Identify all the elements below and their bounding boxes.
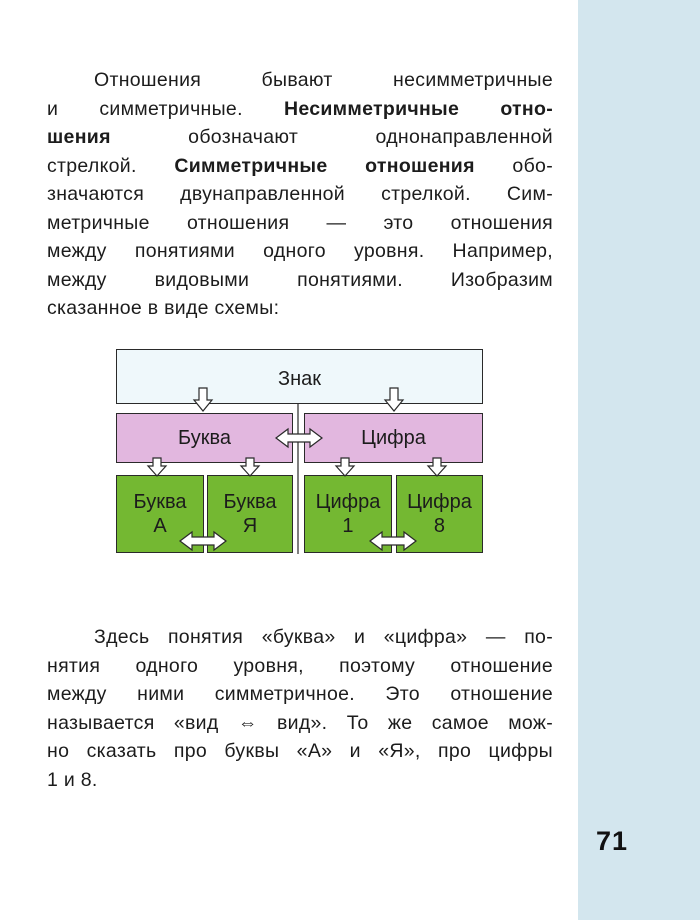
bold-term: шения xyxy=(47,126,111,148)
text-run: стрелкой. xyxy=(47,154,175,177)
down-arrow-digit-to-1 xyxy=(336,458,354,476)
node-letter-a-line2: А xyxy=(153,515,167,537)
down-arrow-letter-to-a xyxy=(148,458,166,476)
explanation-line: Здесь понятия «буква» и «цифра» — по- xyxy=(94,626,553,648)
node-letter-ya-line1: Буква xyxy=(223,491,277,513)
down-arrow-digit-to-8 xyxy=(428,458,446,476)
explanation-line: называется «вид ⇔ вид». То же самое мож- xyxy=(47,711,553,734)
explanation-line: нятия одного уровня, поэтому отношение xyxy=(47,654,553,677)
text-run: между видовыми понятиями. Изобразим xyxy=(47,268,553,291)
explanation-paragraph xyxy=(47,623,553,794)
page-number: 71 xyxy=(596,826,629,856)
text-run: метричные отношения — это отношения xyxy=(47,211,553,234)
explanation-line: но сказать про буквы «А» и «Я», про цифры xyxy=(47,740,553,762)
text-run: обо- xyxy=(474,154,553,177)
down-arrow-letter-to-ya xyxy=(241,458,259,476)
down-arrow-sign-to-letter xyxy=(194,388,212,411)
text-run: сказанное в виде схемы: xyxy=(47,297,280,319)
node-letter-a-line1: Буква xyxy=(133,491,187,513)
node-digit-8-line1: Цифра xyxy=(407,491,472,513)
node-letter-label: Буква xyxy=(178,427,231,449)
bold-term: Несимметричные отно- xyxy=(283,97,553,120)
text-run: Отношения бывают несимметричные xyxy=(94,69,553,91)
explanation-line: 1 и 8. xyxy=(47,768,98,791)
down-arrow-sign-to-digit xyxy=(385,388,403,411)
explanation-line: между ними симметричное. Это отношение xyxy=(47,683,553,705)
text-run: обозначают однонаправленной xyxy=(110,126,553,148)
node-digit-1-line2: 1 xyxy=(342,515,354,537)
node-digit-8-line2: 8 xyxy=(433,515,446,537)
text-run: значаются двунаправленной стрелкой. Сим- xyxy=(47,183,553,205)
node-digit-label: Цифра xyxy=(361,427,426,449)
node-digit-1-line1: Цифра xyxy=(315,491,381,513)
node-sign-label: Знак xyxy=(278,367,321,390)
text-run: и симметричные. xyxy=(47,97,284,120)
bold-term: Симметричные отношения xyxy=(174,154,475,177)
node-letter-ya-line2: Я xyxy=(242,515,258,537)
double-arrow-a-ya xyxy=(180,532,226,550)
double-arrow-1-8 xyxy=(370,532,416,550)
text-run: между понятиями одного уровня. Например, xyxy=(47,240,553,262)
